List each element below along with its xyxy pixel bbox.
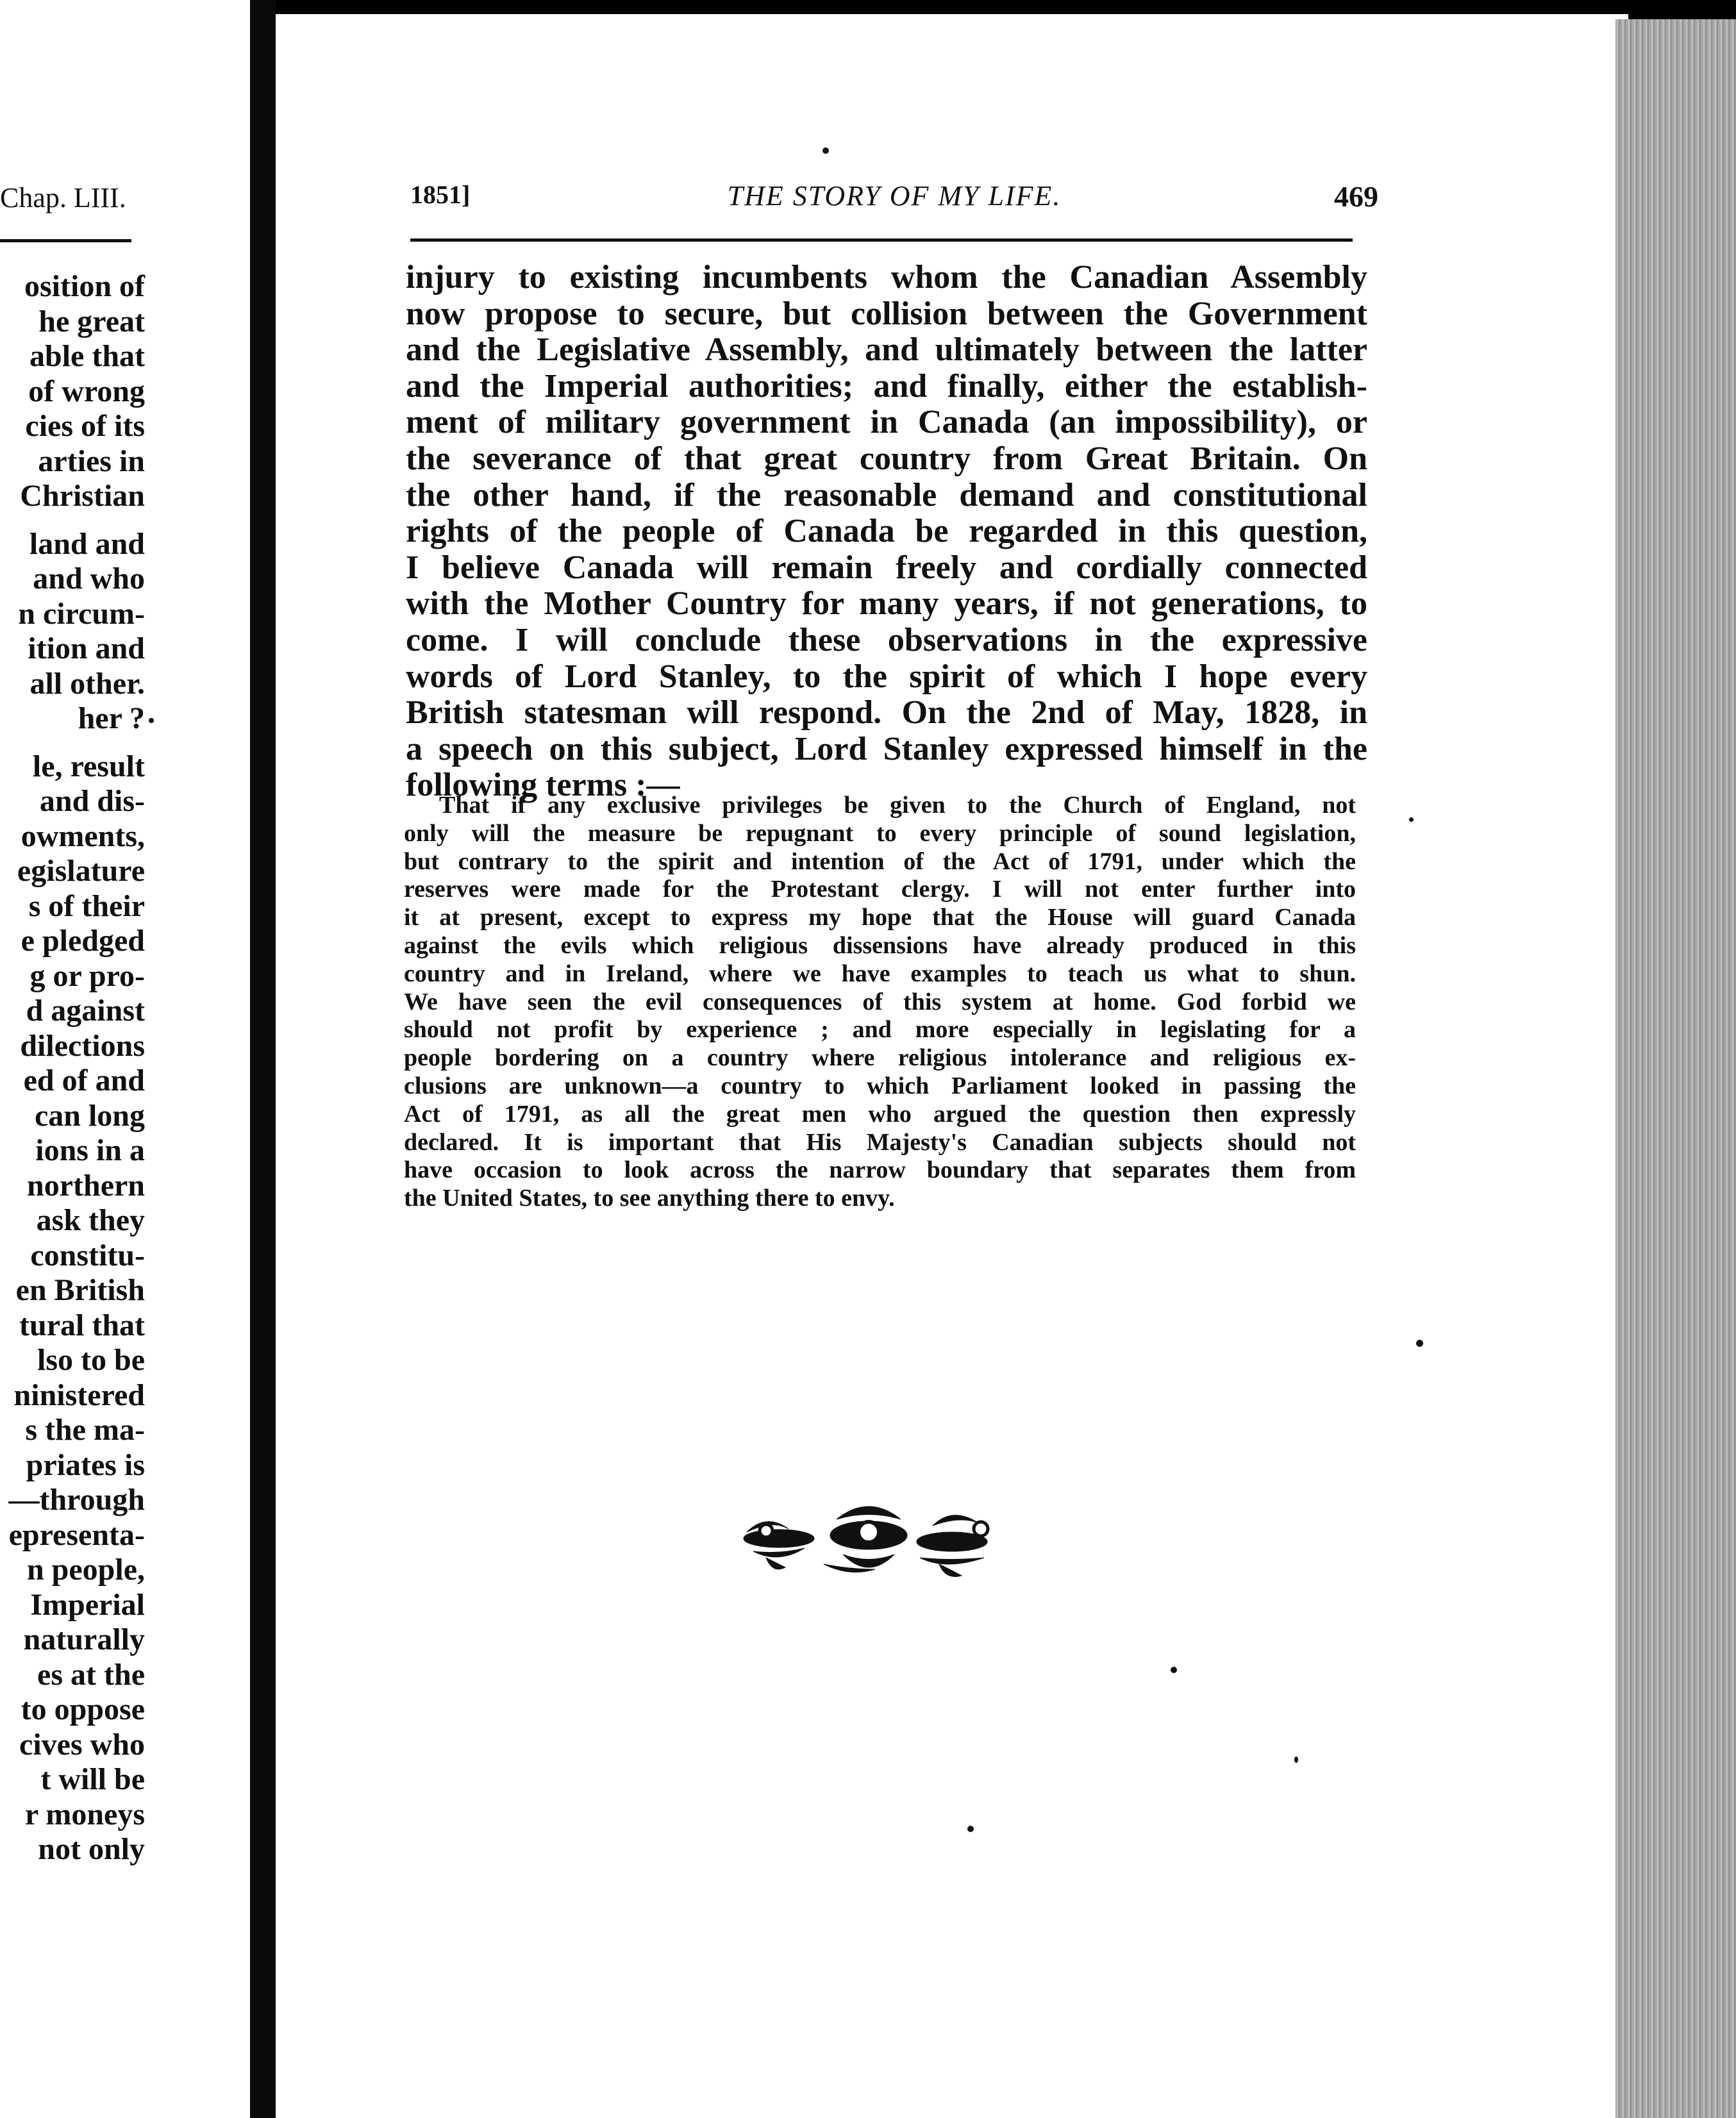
left-text-line: naturally <box>23 1622 145 1656</box>
left-text-line: Imperial <box>30 1587 145 1622</box>
left-text-line: n people, <box>26 1553 145 1587</box>
body-text-line: the severance of that great country from Great Britain. On <box>406 440 1367 477</box>
body-text-line: following terms :— <box>406 767 680 804</box>
left-text-line: all other. <box>29 666 145 701</box>
body-text-line: and the Legislative Assembly, and ultimately between the latter <box>406 331 1367 369</box>
left-text-line: owments, <box>21 819 145 853</box>
left-page-text <box>0 269 145 1867</box>
body-text-line: and the Imperial authorities; and finally, either the establish- <box>406 367 1367 404</box>
left-text-line: cives who <box>19 1727 145 1762</box>
ink-speck <box>967 1826 974 1832</box>
left-text-line: northern <box>27 1168 145 1203</box>
body-text-line: with the Mother Country for many years, if not generations, to <box>406 585 1367 622</box>
quote-text-line: against the evils which religious dissensions have already produced in this <box>404 931 1356 959</box>
page-number: 469 <box>1334 180 1378 213</box>
left-text-line: and who <box>33 562 145 596</box>
running-head <box>410 179 1378 218</box>
quote-text-line: clusions are unknown—a country to which Parliament looked in passing the <box>404 1072 1356 1099</box>
quote-text-line: That if any exclusive privileges be given to the Church of England, not <box>439 792 1356 819</box>
body-text-line: now propose to secure, but collision between the Government <box>406 295 1367 332</box>
ink-speck <box>822 147 829 154</box>
floral-tailpiece-icon <box>728 1494 1010 1590</box>
quote-text-line: Act of 1791, as all the great men who argued the question then expressly <box>404 1100 1356 1128</box>
running-head-year: 1851] <box>410 180 471 209</box>
left-text-line: lso to be <box>37 1343 145 1377</box>
quote-text-line: declared. It is important that His Majesty's Canadian subjects should not <box>404 1128 1356 1156</box>
left-text-line: t will be <box>40 1762 145 1796</box>
page-edges <box>1615 19 1736 2118</box>
body-text-line: ment of military government in Canada (an impossibility), or <box>406 404 1367 441</box>
body-text-line: a speech on this subject, Lord Stanley expressed himself in the <box>406 730 1367 767</box>
left-text-line: can long <box>34 1098 145 1133</box>
left-text-line: ition and <box>28 631 145 665</box>
left-text-line: arties in <box>38 444 145 478</box>
left-text-line: e pledged <box>21 924 145 958</box>
quote-text-line: only will the measure be repugnant to every principle of sound legislation, <box>404 819 1356 847</box>
left-text-line: dilections <box>20 1028 145 1063</box>
ink-speck <box>149 718 154 723</box>
block-quote <box>404 792 1356 1213</box>
ink-speck <box>1416 1340 1423 1347</box>
left-page <box>0 0 262 2118</box>
left-text-line: g or pro- <box>29 958 145 993</box>
left-text-line: ask they <box>36 1203 145 1237</box>
ink-speck <box>1294 1756 1298 1763</box>
left-text-line: r moneys <box>24 1797 145 1831</box>
ink-speck <box>1409 817 1414 822</box>
quote-text-line: country and in Ireland, where we have examples to teach us what to shun. <box>404 960 1356 987</box>
body-text-line: rights of the people of Canada be regarded in this question, <box>406 513 1367 550</box>
left-running-head: Chap. LIII. <box>0 182 126 213</box>
body-text-line: come. I will conclude these observations in the expressive <box>406 621 1367 658</box>
quote-text-line: have occasion to look across the narrow boundary that separates them from <box>404 1156 1356 1184</box>
left-text-line: —through <box>8 1483 145 1517</box>
ink-speck <box>1171 1667 1177 1673</box>
head-rule <box>410 238 1353 242</box>
left-text-line: s the ma- <box>25 1413 145 1447</box>
body-paragraph <box>406 260 1367 804</box>
left-text-line: to oppose <box>21 1692 145 1726</box>
quote-text-line: people bordering on a country where religious intolerance and religious ex- <box>404 1044 1356 1072</box>
left-text-line: of wrong <box>28 374 145 408</box>
book-gutter <box>250 0 276 2118</box>
quote-text-line: but contrary to the spirit and intention of the Act of 1791, under which the <box>404 847 1356 875</box>
left-text-line: egislature <box>17 854 145 888</box>
body-text-line: words of Lord Stanley, to the spirit of which I hope every <box>406 658 1367 695</box>
left-text-line: osition of <box>24 269 145 303</box>
left-text-line: ninistered <box>13 1378 145 1412</box>
left-text-line: n circum- <box>18 596 145 631</box>
body-text-line: injury to existing incumbents whom the Canadian Assembly <box>406 259 1367 296</box>
left-text-line: able that <box>29 339 145 373</box>
quote-text-line: should not profit by experience ; and more especially in legislating for a <box>404 1016 1356 1044</box>
left-text-line: constitu- <box>30 1238 145 1272</box>
left-text-line: epresenta- <box>8 1517 145 1552</box>
left-text-line: es at the <box>37 1657 145 1692</box>
running-head-title: THE STORY OF MY LIFE. <box>727 180 1062 212</box>
left-text-line: ions in a <box>35 1133 145 1167</box>
left-text-line: s of their <box>28 888 145 923</box>
left-text-line: Christian <box>20 479 145 513</box>
left-text-line: en British <box>15 1273 145 1307</box>
left-text-line: ed of and <box>23 1063 145 1097</box>
left-text-line: he great <box>38 304 145 338</box>
left-text-line: not only <box>38 1832 145 1866</box>
quote-text-line: reserves were made for the Protestant clergy. I will not enter further into <box>404 876 1356 903</box>
quote-text-line: it at present, except to express my hope that the House will guard Canada <box>404 904 1356 931</box>
body-text-line: I believe Canada will remain freely and cordially connected <box>406 549 1367 586</box>
left-text-line: tural that <box>19 1308 145 1342</box>
left-text-line: le, result <box>32 749 145 783</box>
left-text-line: d against <box>26 994 145 1028</box>
left-text-line: cies of its <box>25 409 145 443</box>
left-head-rule <box>0 239 131 242</box>
left-text-line: her ? <box>78 701 145 735</box>
left-text-line: and dis- <box>39 784 145 818</box>
quote-text-line: the United States, to see anything there to envy. <box>404 1185 895 1212</box>
left-text-line: priates is <box>26 1447 145 1482</box>
left-text-line: land and <box>29 526 145 561</box>
quote-text-line: We have seen the evil consequences of this system at home. God forbid we <box>404 988 1356 1015</box>
body-text-line: the other hand, if the reasonable demand and constitutional <box>406 476 1367 513</box>
body-text-line: British statesman will respond. On the 2nd of May, 1828, in <box>406 694 1367 731</box>
